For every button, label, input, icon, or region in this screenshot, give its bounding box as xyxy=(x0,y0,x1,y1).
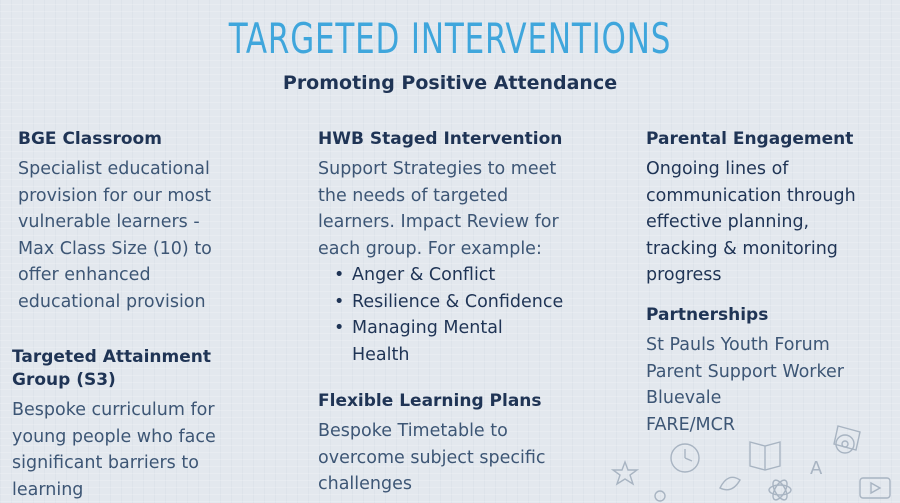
leaf-icon xyxy=(720,477,740,489)
bge-line: offer enhanced xyxy=(18,262,288,289)
list-item: • Resilience & Confidence xyxy=(352,289,618,316)
parental-line: progress xyxy=(646,262,896,289)
partnership-line: FARE/MCR xyxy=(646,412,896,439)
targeted-attainment-section xyxy=(12,346,282,503)
hwb-line: learners. Impact Review for xyxy=(318,209,618,236)
attainment-line: learning xyxy=(12,477,282,503)
partnership-line: Bluevale xyxy=(646,385,896,412)
parental-line: tracking & monitoring xyxy=(646,236,896,263)
hwb-intervention-section xyxy=(318,128,618,368)
parental-engagement-section xyxy=(646,128,896,289)
hwb-examples-list xyxy=(318,262,618,342)
parental-line: communication through xyxy=(646,183,896,210)
list-item: • Anger & Conflict xyxy=(352,262,618,289)
parental-line: effective planning, xyxy=(646,209,896,236)
hwb-intervention-heading: HWB Staged Intervention xyxy=(318,128,618,151)
list-item-continuation: Health xyxy=(352,342,618,369)
parental-line: Ongoing lines of xyxy=(646,156,896,183)
bge-classroom-section xyxy=(18,128,288,315)
partnerships-section xyxy=(646,304,896,438)
list-item: • Managing Mental xyxy=(352,315,618,342)
star-icon xyxy=(613,462,637,484)
bge-classroom-heading: BGE Classroom xyxy=(18,128,288,151)
page-subtitle: Promoting Positive Attendance xyxy=(0,72,900,94)
flexible-learning-section xyxy=(318,390,618,498)
hwb-line: the needs of targeted xyxy=(318,183,618,210)
letter-a-icon: A xyxy=(810,458,823,479)
bge-line: vulnerable learners - xyxy=(18,209,288,236)
bge-line: provision for our most xyxy=(18,183,288,210)
book-icon xyxy=(750,442,780,470)
attainment-line: young people who face xyxy=(12,424,282,451)
targeted-attainment-heading xyxy=(12,346,282,392)
decorative-doodles xyxy=(610,422,900,502)
page-title: TARGETED INTERVENTIONS xyxy=(81,14,819,63)
partnership-line: Parent Support Worker xyxy=(646,359,896,386)
heading-line: Group (S3) xyxy=(12,370,116,390)
hwb-line: Support Strategies to meet xyxy=(318,156,618,183)
gear-icon xyxy=(834,426,860,453)
attainment-line: significant barriers to xyxy=(12,450,282,477)
parental-engagement-heading: Parental Engagement xyxy=(646,128,896,151)
heading-line: Targeted Attainment xyxy=(12,347,211,367)
flexible-line: overcome subject specific xyxy=(318,445,618,472)
play-icon xyxy=(860,478,890,498)
bge-line: educational provision xyxy=(18,289,288,316)
hwb-line: each group. For example: xyxy=(318,236,618,263)
bge-line: Specialist educational xyxy=(18,156,288,183)
flexible-line: Bespoke Timetable to xyxy=(318,418,618,445)
attainment-line: Bespoke curriculum for xyxy=(12,397,282,424)
bge-line: Max Class Size (10) to xyxy=(18,236,288,263)
partnerships-heading: Partnerships xyxy=(646,304,896,327)
clock-icon xyxy=(671,444,699,472)
flexible-line: challenges xyxy=(318,471,618,498)
atom-icon xyxy=(769,478,791,502)
flexible-learning-heading: Flexible Learning Plans xyxy=(318,390,618,413)
partnership-line: St Pauls Youth Forum xyxy=(646,332,896,359)
dot-icon xyxy=(655,491,665,501)
